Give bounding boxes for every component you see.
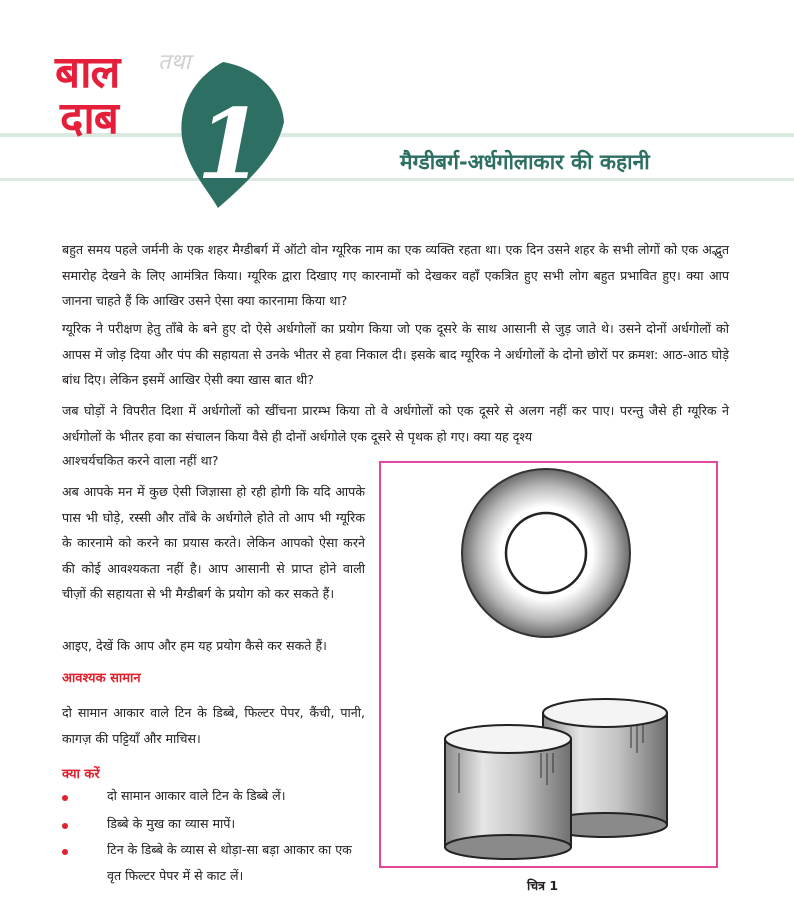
paragraph-intro: बहुत समय पहले जर्मनी के एक शहर मैग्डीबर्ग में ऑटो वोन ग्यूरिक नाम का एक व्यक्ति रहता था। एक दिन उसने शहर के सभी लोगों को एक अद्भुत समारोह देखने के लिए आमंत्रित किया। ग्यूरिक द्वारा दिखाए गए कारनामों को देखकर वहाँ एकत्रित हुए सभी लोग बहुत प्रभावित हुए। क्या आप जानना चाहते हैं कि आखिर उसने ऐसा क्या कारनामा किया था? <box>62 242 729 308</box>
paragraph-experiment: ग्यूरिक ने परीक्षण हेतु ताँबे के बने हुए दो ऐसे अर्धगोलों का प्रयोग किया जो एक दूसरे के साथ आसानी से जुड़ जाते थे। उसने दोनों अर्धगोलों को आपस में जोड़ दिया और पंप की सहायता से उनके भीतर से हवा निकाल दी। इसके बाद ग्यूरिक ने अर्धगोलों के दोनो छोरों पर क्रमश: आठ-आठ घोड़े बांध दिए। लेकिन इसमें आखिर ऐसी क्या खास बात थी? <box>62 321 729 387</box>
steps-heading: क्या करें <box>62 767 100 782</box>
tin-can-front <box>445 725 571 859</box>
chapter-number-emblem <box>178 60 288 210</box>
figure-frame <box>379 461 718 868</box>
header-band-bottom <box>0 178 794 181</box>
paragraph-curiosity: अब आपके मन में कुछ ऐसी जिज्ञासा हो रही होगी कि यदि आपके पास भी घोड़े, रस्सी और ताँबे के अर्धगोले होते तो आप भी ग्यूरिक के कारनामे को करने का प्रयास करते। लेकिन आपको ऐसा करने की कोई आवश्यकता नहीं है। आप आसानी से प्राप्त होने वाली चीज़ों की सहायता से भी मैग्डीबर्ग के प्रयोग को कर सकते हैं। <box>62 484 365 601</box>
paragraph-lets-see: आइए, देखें कि आप और हम यह प्रयोग कैसे कर सकते हैं। <box>62 638 327 653</box>
chapter-number: 1 <box>196 88 264 201</box>
logo-bal: बाल <box>55 47 120 98</box>
bullet-icon <box>62 795 68 801</box>
step-item-2: डिब्बे के मुख का व्यास मापें। <box>107 816 236 831</box>
paragraph-horses: जब घोड़ों ने विपरीत दिशा में अर्धगोलों को खींचना प्रारम्भ किया तो वे अर्धगोलों को एक दूसरे से अलग नहीं कर पाए। परन्तु जैसे ही ग्यूरिक ने अर्धगोलों के भीतर हवा का संचालन किया वैसे ही दोनों अर्धगोले एक दूसरे से पृथक हो गए। क्या यह दृश्य <box>62 403 729 444</box>
materials-text: दो सामान आकार वाले टिन के डिब्बे, फिल्टर पेपर, कैंची, पानी, कागज़ की पट्टियाँ और माचिस। <box>62 705 365 746</box>
filter-paper-ring <box>462 469 630 637</box>
chapter-title: मैग्डीबर्ग-अर्धगोलाकार की कहानी <box>400 150 650 174</box>
bullet-icon <box>62 849 68 855</box>
step-item-3: टिन के डिब्बे के व्यास से थोड़ा-सा बड़ा आकार का एक वृत फिल्टर पेपर में से काट लें। <box>107 842 352 883</box>
step-item-1: दो सामान आकार वाले टिन के डिब्बे लें। <box>107 788 286 803</box>
materials-heading: आवश्यक सामान <box>62 671 141 686</box>
header-band-top <box>0 133 794 137</box>
bullet-icon <box>62 823 68 829</box>
figure-caption: चित्र 1 <box>527 878 559 893</box>
logo-tatha: तथा <box>158 50 191 75</box>
figure-illustration <box>381 463 716 866</box>
logo-daab: दाब <box>60 93 118 144</box>
paragraph-horses-tail: आश्चर्यचकित करने वाला नहीं था? <box>62 453 219 468</box>
